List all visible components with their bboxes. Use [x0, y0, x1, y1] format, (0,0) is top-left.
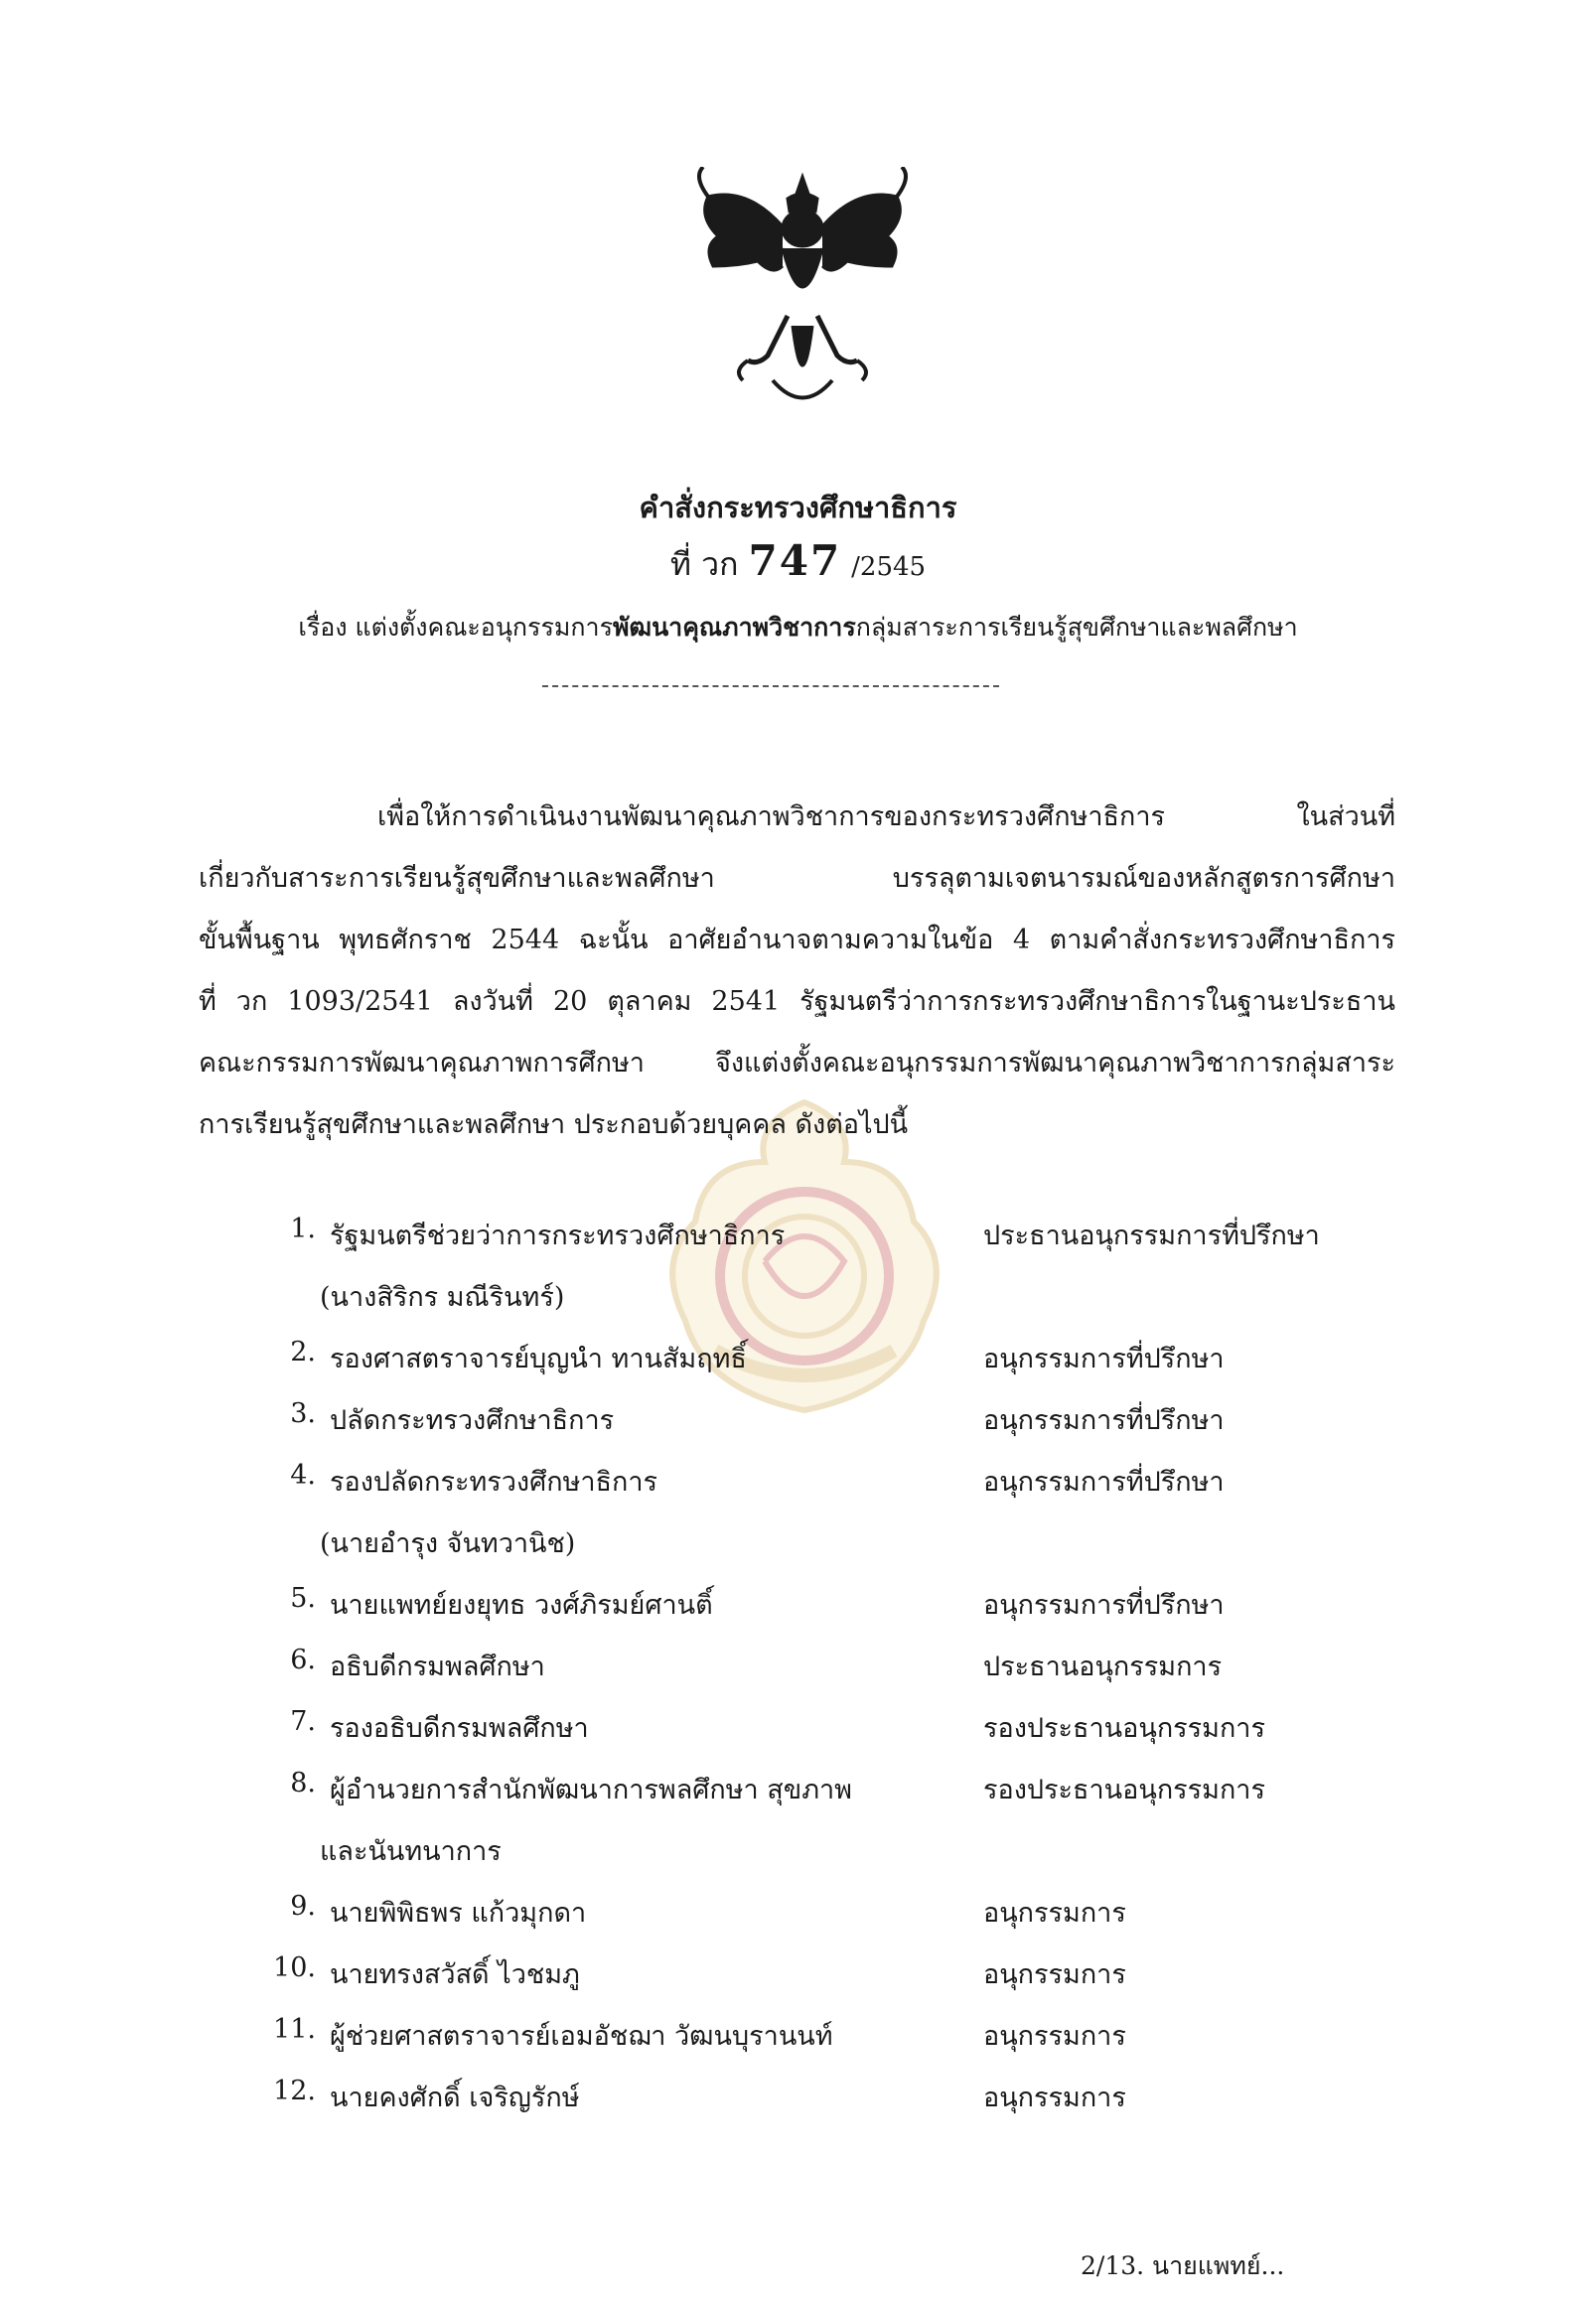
member-list: [268, 1214, 1390, 2137]
member-role: ประธานอนุกรรมการที่ปรึกษา: [983, 1221, 1320, 1251]
member-role: อนุกรรมการ: [983, 1898, 1126, 1929]
member-number: 2.: [290, 1337, 316, 1367]
order-year: /2545: [851, 552, 927, 582]
member-number: 12.: [273, 2076, 316, 2106]
member-role: อนุกรรมการที่ปรึกษา: [983, 1344, 1225, 1374]
list-item: [268, 1460, 1390, 1521]
member-name: รองอธิบดีกรมพลศึกษา: [330, 1713, 589, 1744]
member-number: 6.: [290, 1645, 316, 1675]
subject-strong: พัฒนาคุณภาพวิชาการ: [613, 613, 856, 642]
paragraph-line: การเรียนรู้สุขศึกษาและพลศึกษา ประกอบด้วยบุคคล ดังต่อไปนี้: [199, 1109, 909, 1140]
member-number: 3.: [290, 1398, 316, 1429]
list-item-continuation: [268, 1521, 1390, 1583]
paragraph-line: เพื่อให้การดำเนินงานพัฒนาคุณภาพวิชาการของกระทรวงศึกษาธิการ ในส่วนที่: [377, 801, 1395, 832]
member-name: นายคงศักดิ์ เจริญรักษ์: [330, 2083, 580, 2113]
member-name: นายทรงสวัสดิ์ ไวชมภู: [330, 1959, 580, 1990]
list-item: [268, 1952, 1390, 2014]
order-subject: [0, 608, 1596, 648]
list-item-continuation: [268, 1829, 1390, 1891]
paragraph-line: คณะกรรมการพัฒนาคุณภาพการศึกษา จึงแต่งตั้งคณะอนุกรรมการพัฒนาคุณภาพวิชาการกลุ่มสาระ: [199, 1048, 1395, 1079]
order-prefix: ที่ วก: [669, 545, 739, 583]
member-number: 4.: [290, 1460, 316, 1491]
member-number: 11.: [273, 2014, 316, 2045]
member-number: 8.: [290, 1768, 316, 1799]
order-title: คำสั่งกระทรวงศึกษาธิการ: [639, 491, 957, 524]
intro-paragraph: [199, 787, 1395, 1156]
member-role: รองประธานอนุกรรมการ: [983, 1713, 1265, 1744]
paragraph-line: ขั้นพื้นฐาน พุทธศักราช 2544 ฉะนั้น อาศัยอำนาจตามความในข้อ 4 ตามคำสั่งกระทรวงศึกษาธิการ: [199, 925, 1395, 955]
member-number: 1.: [290, 1214, 316, 1244]
list-item: [268, 1214, 1390, 1275]
list-item: [268, 1768, 1390, 1829]
member-role: ประธานอนุกรรมการ: [983, 1652, 1223, 1682]
list-item-continuation: [268, 1275, 1390, 1337]
member-role: อนุกรรมการ: [983, 2083, 1126, 2113]
paragraph-line: ที่ วก 1093/2541 ลงวันที่ 20 ตุลาคม 2541 รัฐมนตรีว่าการกระทรวงศึกษาธิการในฐานะประธาน: [199, 986, 1395, 1017]
member-name: ปลัดกระทรวงศึกษาธิการ: [330, 1405, 615, 1436]
member-role: อนุกรรมการ: [983, 2021, 1126, 2052]
member-name: อธิบดีกรมพลศึกษา: [330, 1652, 545, 1682]
member-number: 9.: [290, 1891, 316, 1922]
order-number: 747: [748, 536, 842, 585]
order-number-line: [0, 536, 1596, 590]
member-name: นายแพทย์ยงยุทธ วงศ์ภิรมย์ศานติ์: [330, 1590, 713, 1621]
member-role: อนุกรรมการที่ปรึกษา: [983, 1405, 1225, 1436]
member-name: ผู้ช่วยศาสตราจารย์เอมอัชฌา วัฒนบุรานนท์: [330, 2021, 833, 2052]
member-name-note: และนันทนาการ: [320, 1836, 502, 1867]
list-item: [268, 1645, 1390, 1706]
list-item: [268, 2076, 1390, 2137]
subject-rest: กลุ่มสาระการเรียนรู้สุขศึกษาและพลศึกษา: [855, 613, 1298, 642]
member-name: รัฐมนตรีช่วยว่าการกระทรวงศึกษาธิการ: [330, 1221, 786, 1251]
paragraph-line: เกี่ยวกับสาระการเรียนรู้สุขศึกษาและพลศึกษา บรรลุตามเจตนารมณ์ของหลักสูตรการศึกษา: [199, 863, 1395, 894]
member-name: รองปลัดกระทรวงศึกษาธิการ: [330, 1467, 658, 1498]
subject-lead: เรื่อง แต่งตั้งคณะอนุกรรมการ: [298, 613, 613, 642]
member-role: อนุกรรมการที่ปรึกษา: [983, 1590, 1225, 1621]
member-role: อนุกรรมการที่ปรึกษา: [983, 1467, 1225, 1498]
next-page-reference: 2/13. นายแพทย์...: [1081, 2251, 1285, 2280]
list-item: [268, 1337, 1390, 1398]
member-name: นายพิพิธพร แก้วมุกดา: [330, 1898, 587, 1929]
list-item: [268, 1583, 1390, 1645]
member-number: 10.: [273, 1952, 316, 1983]
member-name: รองศาสตราจารย์บุญนำ ทานสัมฤทธิ์: [330, 1344, 747, 1374]
member-name-note: (นางสิริกร มณีรินทร์): [320, 1282, 565, 1313]
list-item: [268, 1891, 1390, 1952]
list-item: [268, 1398, 1390, 1460]
member-name-note: (นายอำรุง จันทวานิช): [320, 1528, 576, 1559]
member-role: รองประธานอนุกรรมการ: [983, 1775, 1265, 1805]
list-item: [268, 1706, 1390, 1768]
member-number: 7.: [290, 1706, 316, 1737]
member-role: อนุกรรมการ: [983, 1959, 1126, 1990]
member-name: ผู้อำนวยการสำนักพัฒนาการพลศึกษา สุขภาพ: [330, 1775, 852, 1805]
garuda-emblem-icon: [688, 167, 917, 415]
list-item: [268, 2014, 1390, 2076]
dashed-divider: [542, 685, 999, 687]
member-number: 5.: [290, 1583, 316, 1614]
